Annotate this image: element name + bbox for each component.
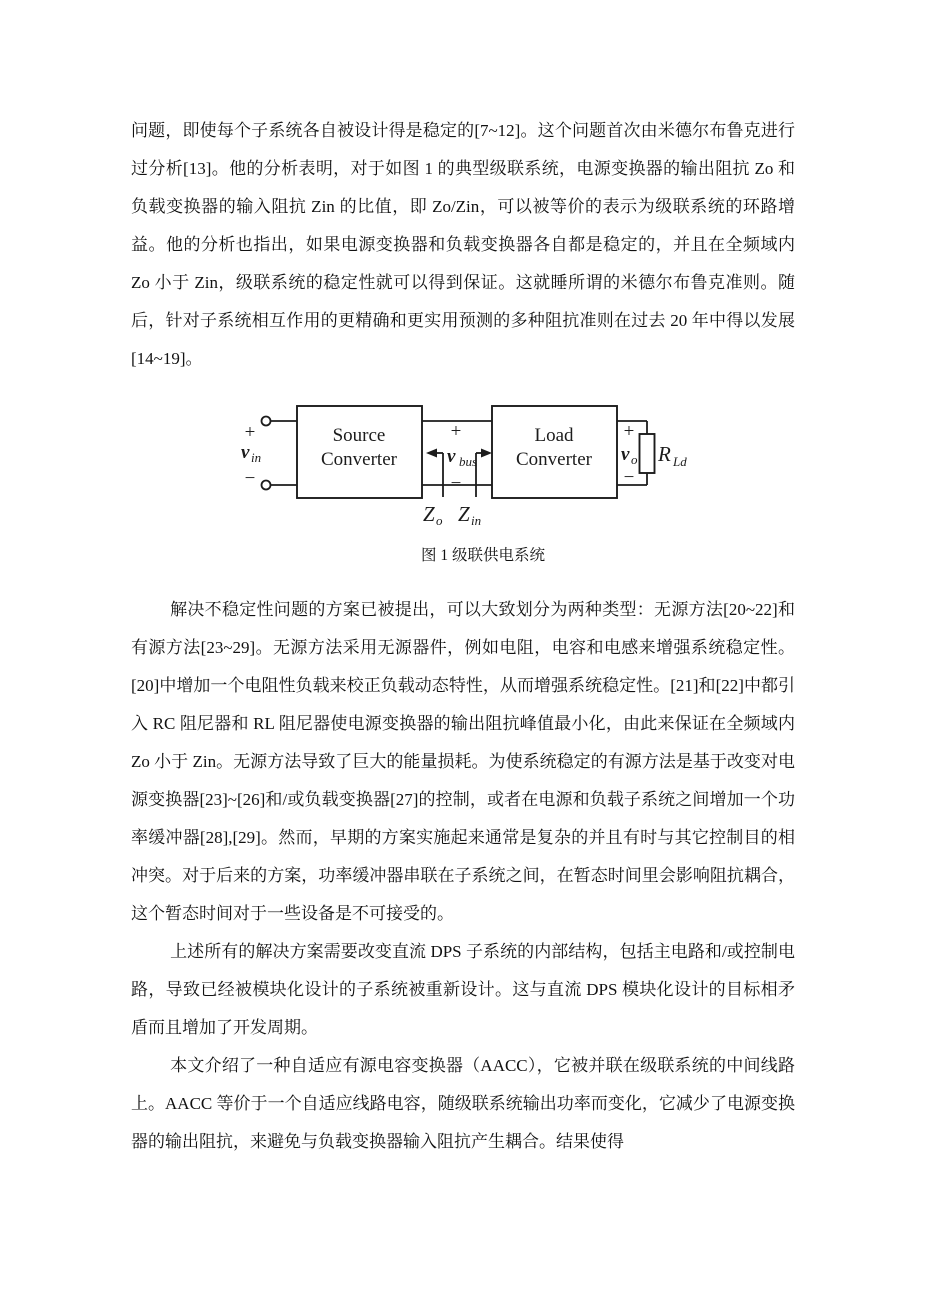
zo-arrow — [426, 449, 443, 498]
vin-plus-sign: + — [244, 422, 256, 443]
figure-1 — [131, 394, 795, 565]
svg-text:Ld: Ld — [673, 454, 687, 469]
vin-label — [241, 442, 261, 465]
paragraph-1: 问题，即使每个子系统各自被设计得是稳定的[7~12]。这个问题首次由米德尔布鲁克进行过分析[13]。他的分析表明，对于如图 1 的典型级联系统，电源变换器的输出阻抗 Zo 和负载变换器的输入阻抗 Zin 的比值，即 Zo/Zin，可以被等价的表示为级联系统的环路增益。他的分析也指出，如果电源变换器和负载变换器各自都是稳定的，并且在全频域内 Zo 小于 Zin，级联系统的稳定性就可以得到保证。这就睡所谓的米德尔布鲁克准则。随后，针对子系统相互作用的更精确和更实用预测的多种阻抗准则在过去 20 年中得以发展[14~19]。 — [131, 121, 795, 368]
figure-caption: 图 1 级联供电系统 — [420, 547, 545, 564]
paragraph-2: 解决不稳定性问题的方案已被提出，可以大致划分为两种类型：无源方法[20~22]和有源方法[23~29]。无源方法采用无源器件，例如电阻，电容和电感来增强系统稳定性。[20]中增加一个电阻性负载来校正负载动态特性，从而增强系统稳定性。[21]和[22]中都引入 RC 阻尼器和 RL 阻尼器使电源变换器的输出阻抗峰值最小化，由此来保证在全频域内 Zo 小于 Zin。无源方法导致了巨大的能量损耗。为使系统稳定的有源方法是基于改变对电源变换器[23]~[26]和/或负载变换器[27]的控制，或者在电源和负载子系统之间增加一个功率缓冲器[28],[29]。然而，早期的方案实施起来通常是复杂的并且有时与其它控制目的相冲突。对于后来的方案，功率缓冲器串联在子系统之间，在暂态时间里会影响阻抗耦合，这个暂态时间对于一些设备是不可接受的。 — [131, 600, 795, 923]
vbus-minus-sign: − — [450, 473, 462, 494]
svg-text:Source: Source — [332, 425, 386, 446]
input-terminals — [262, 417, 298, 490]
svg-text:Z: Z — [423, 502, 435, 526]
svg-text:Converter: Converter — [321, 449, 397, 470]
svg-text:Z: Z — [458, 502, 470, 526]
vo-plus-sign: + — [623, 421, 635, 442]
svg-text:bus: bus — [459, 454, 478, 469]
svg-text:v: v — [241, 442, 250, 463]
vin-minus-sign: − — [244, 468, 256, 489]
svg-text:in: in — [251, 450, 262, 465]
vbus-plus-sign: + — [450, 421, 462, 442]
svg-text:v: v — [621, 444, 630, 465]
svg-text:o: o — [631, 452, 638, 467]
cascaded-system-diagram — [239, 394, 701, 532]
svg-text:o: o — [436, 513, 443, 528]
svg-text:in: in — [471, 513, 482, 528]
vbus-label — [447, 446, 477, 469]
svg-text:R: R — [658, 442, 671, 466]
vo-label — [621, 444, 638, 467]
svg-text:Load: Load — [534, 425, 574, 446]
zin-arrow — [476, 449, 492, 498]
source-converter-box — [297, 406, 422, 498]
load-converter-box — [492, 406, 617, 498]
zo-label — [423, 502, 443, 528]
rld-label — [657, 442, 687, 469]
zin-label — [458, 502, 481, 528]
svg-text:v: v — [447, 446, 456, 467]
paragraph-4: 本文介绍了一种自适应有源电容变换器（AACC），它被并联在级联系统的中间线路上。AACC 等价于一个自适应线路电容，随级联系统输出功率而变化，它减少了电源变换器的输出阻抗，来避免与负载变换器输入阻抗产生耦合。结果使得 — [131, 1056, 795, 1151]
svg-text:Converter: Converter — [516, 449, 592, 470]
vo-minus-sign: − — [623, 467, 635, 488]
paragraph-3: 上述所有的解决方案需要改变直流 DPS 子系统的内部结构，包括主电路和/或控制电路，导致已经被模块化设计的子系统被重新设计。这与直流 DPS 模块化设计的目标相矛盾而且增加了开发周期。 — [131, 942, 795, 1037]
load-resistor — [640, 434, 655, 473]
